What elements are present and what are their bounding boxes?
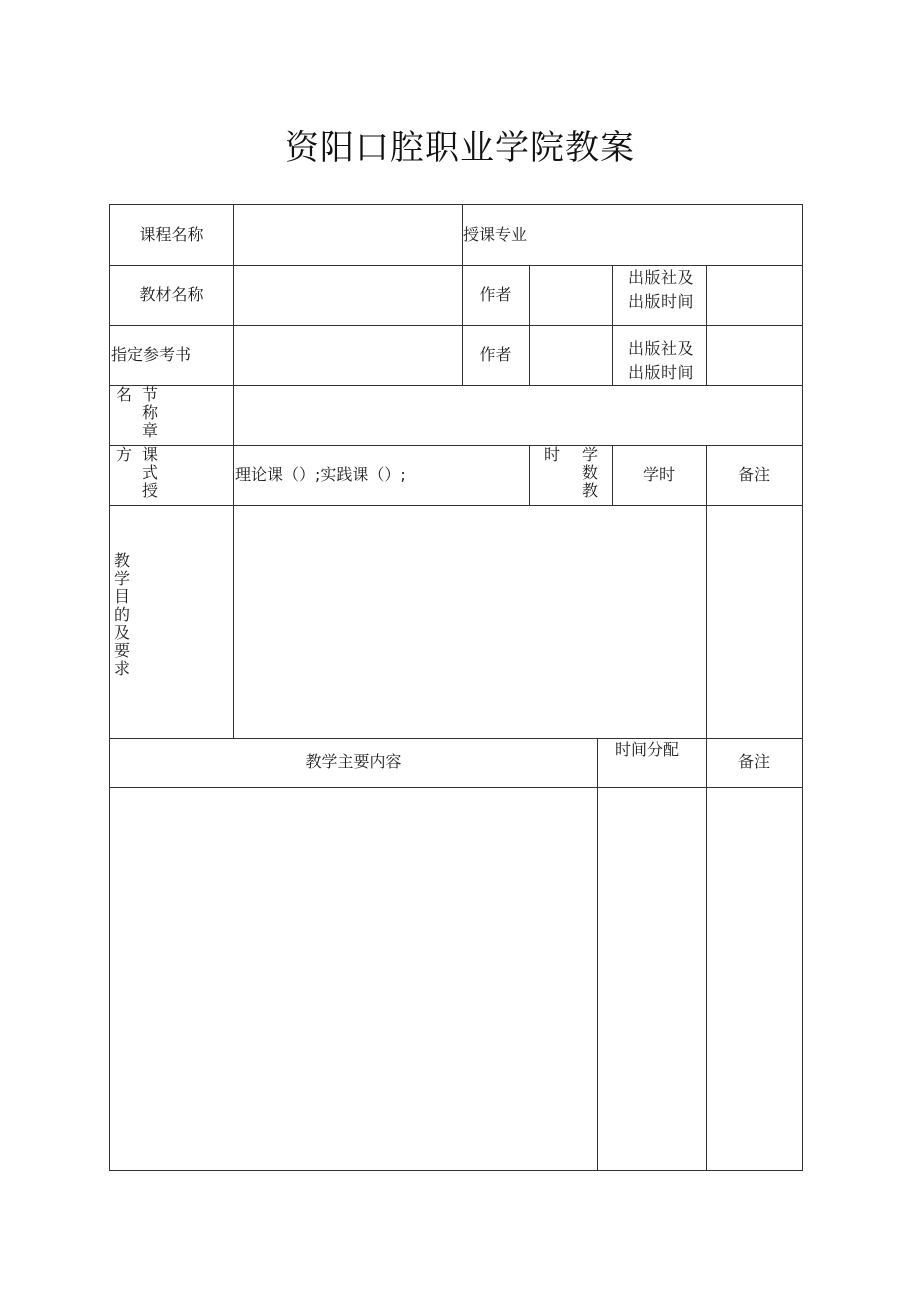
column-divider [597,738,598,1170]
column-divider [706,265,707,385]
hours-label-char: 时 [544,445,561,464]
major-label: 授课专业 [463,225,528,244]
column-divider [706,445,707,738]
objectives-label: 教学目的及要求 [113,551,130,678]
row-divider [110,325,802,326]
row-divider [110,738,802,739]
chapter-label-char: 称 [142,403,159,422]
column-divider [233,205,234,738]
method-label-char: 方 [116,445,133,464]
method-label-char: 课 [142,445,159,464]
hours-label-char: 学 [582,445,599,464]
row-divider [110,385,802,386]
chapter-label-char: 章 [142,421,159,440]
author-label: 作者 [479,285,512,304]
publisher-label: 出版时间 [628,363,695,382]
course-name-label: 课程名称 [139,225,204,244]
publisher-label: 出版社及 [628,339,695,358]
row-divider [110,505,802,506]
textbook-label: 教材名称 [139,285,204,304]
method-value: 理论课（）;实践课（）; [235,465,406,484]
remarks-header: 备注 [737,752,770,771]
column-divider [529,445,530,505]
column-divider [612,265,613,385]
document-title: 资阳口腔职业学院教案 [285,128,635,168]
column-divider [706,738,707,1170]
reference-book-label: 指定参考书 [111,345,192,364]
row-divider [110,265,802,266]
hours-label-char: 教 [582,481,599,500]
row-divider [110,445,802,446]
publisher-label: 出版时间 [628,292,695,311]
chapter-label-char: 节 [142,385,159,404]
chapter-label-char: 名 [116,385,133,404]
method-label-char: 式 [142,463,159,482]
method-label-char: 授 [142,481,159,500]
row-divider [110,787,802,788]
hours-label-char: 数 [582,463,599,482]
column-divider [529,265,530,385]
content-header: 教学主要内容 [305,752,402,771]
author-label: 作者 [479,345,512,364]
lesson-plan-form [109,204,803,1171]
remarks-label: 备注 [737,465,770,484]
hours-unit: 学时 [642,465,675,484]
publisher-label: 出版社及 [628,268,695,287]
time-allocation-header: 时间分配 [615,740,680,759]
